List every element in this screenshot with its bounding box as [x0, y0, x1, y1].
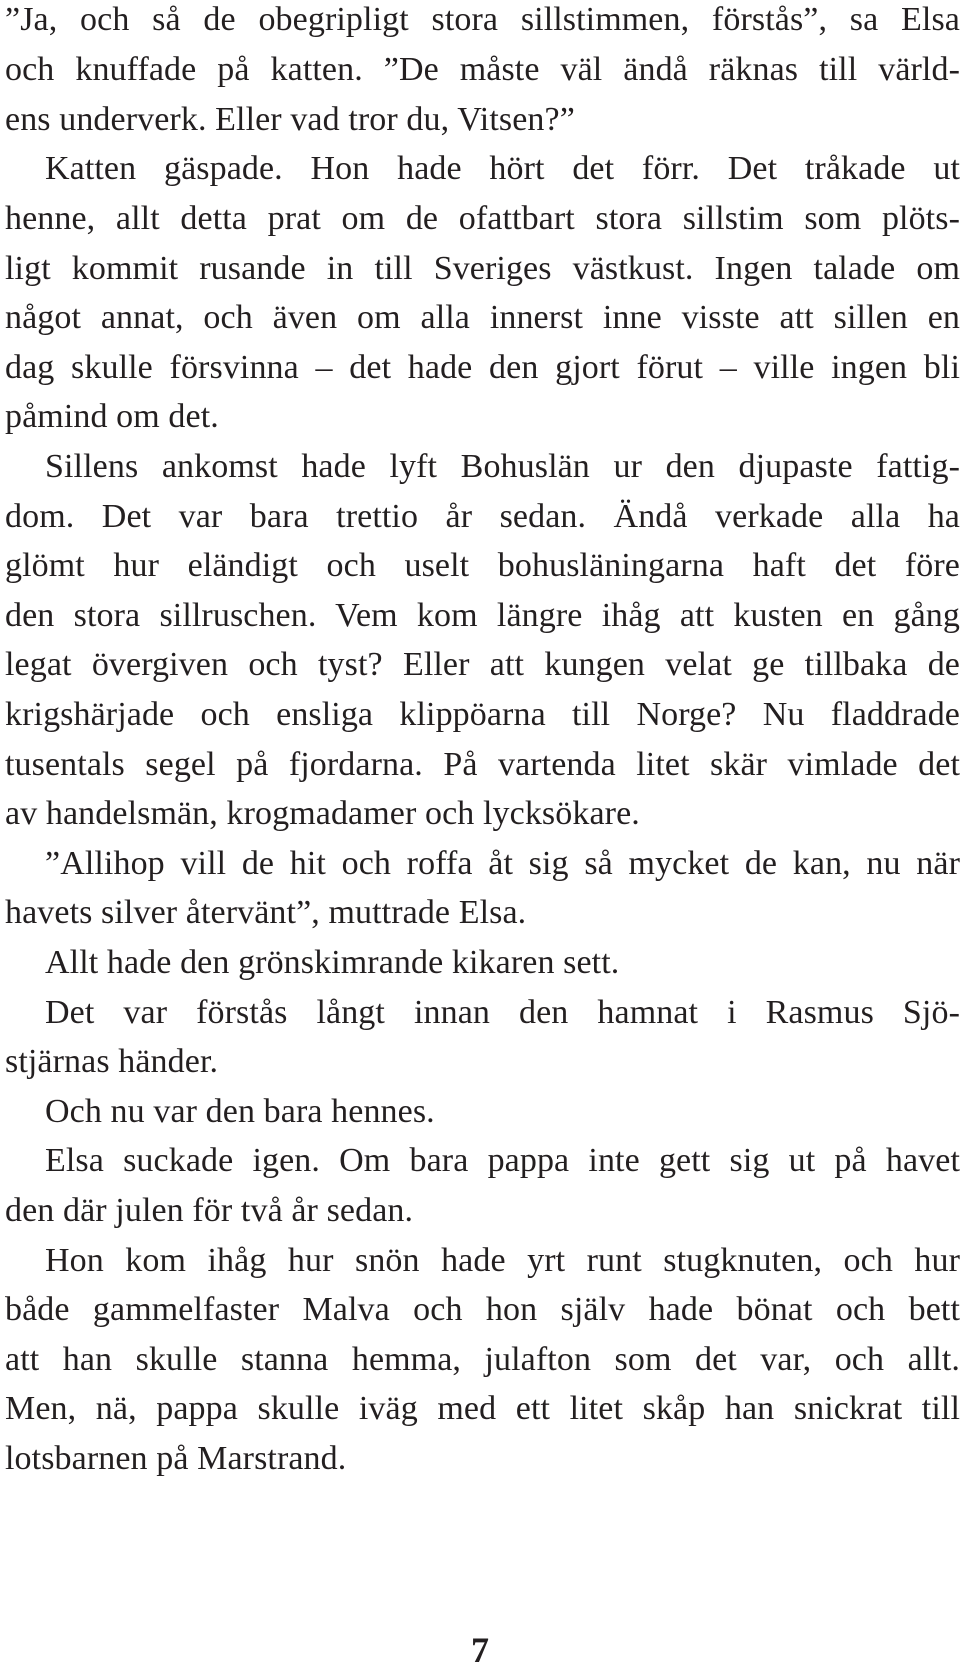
text-line: dom. Det var bara trettio år sedan. Ändå verkade alla ha	[5, 498, 960, 535]
text-line: tusentals segel på fjordarna. På vartenda litet skär vimlade det	[5, 746, 960, 783]
text-line: något annat, och även om alla innerst inne visste att sillen en	[5, 299, 960, 336]
text-line: Allt hade den grönskimrande kikaren sett.	[45, 944, 620, 981]
text-line: lotsbarnen på Marstrand.	[5, 1440, 347, 1477]
text-line: Katten gäspade. Hon hade hört det förr. Det tråkade ut	[45, 150, 960, 187]
text-line: Sillens ankomst hade lyft Bohuslän ur den djupaste fattig-	[45, 448, 960, 485]
text-line: havets silver återvänt”, muttrade Elsa.	[5, 894, 527, 931]
text-line: att han skulle stanna hemma, julafton som det var, och allt.	[5, 1341, 960, 1378]
text-line: henne, allt detta prat om de ofattbart stora sillstim som plöts-	[5, 200, 960, 237]
text-line: påmind om det.	[5, 398, 219, 435]
text-line: Elsa suckade igen. Om bara pappa inte gett sig ut på havet	[45, 1142, 960, 1179]
text-line: den där julen för två år sedan.	[5, 1192, 414, 1229]
text-line: Men, nä, pappa skulle iväg med ett litet skåp han snickrat till	[5, 1390, 960, 1427]
text-line: legat övergiven och tyst? Eller att kungen velat ge tillbaka de	[5, 646, 960, 683]
text-line: både gammelfaster Malva och hon själv hade bönat och bett	[5, 1291, 960, 1328]
text-line: glömt hur eländigt och uselt bohusläningarna haft det före	[5, 547, 960, 584]
text-line: Hon kom ihåg hur snön hade yrt runt stugknuten, och hur	[45, 1242, 960, 1279]
text-line: ens underverk. Eller vad tror du, Vitsen?”	[5, 101, 575, 138]
text-line: ligt kommit rusande in till Sveriges västkust. Ingen talade om	[5, 250, 960, 287]
text-line: och knuffade på katten. ”De måste väl ändå räknas till värld-	[5, 51, 960, 88]
page-number: 7	[471, 1630, 489, 1670]
text-line: ”Ja, och så de obegripligt stora sillstimmen, förstås”, sa Elsa	[5, 1, 960, 38]
text-line: stjärnas händer.	[5, 1043, 219, 1080]
text-line: dag skulle försvinna – det hade den gjort förut – ville ingen bli	[5, 349, 960, 386]
text-line: Och nu var den bara hennes.	[45, 1093, 435, 1130]
text-line: ”Allihop vill de hit och roffa åt sig så mycket de kan, nu när	[45, 845, 960, 882]
text-line: Det var förstås långt innan den hamnat i Rasmus Sjö-	[45, 994, 960, 1031]
text-line: krigshärjade och ensliga klippöarna till Norge? Nu fladdrade	[5, 696, 960, 733]
text-line: av handelsmän, krogmadamer och lycksökare.	[5, 795, 640, 832]
text-line: den stora sillruschen. Vem kom längre ihåg att kusten en gång	[5, 597, 960, 634]
